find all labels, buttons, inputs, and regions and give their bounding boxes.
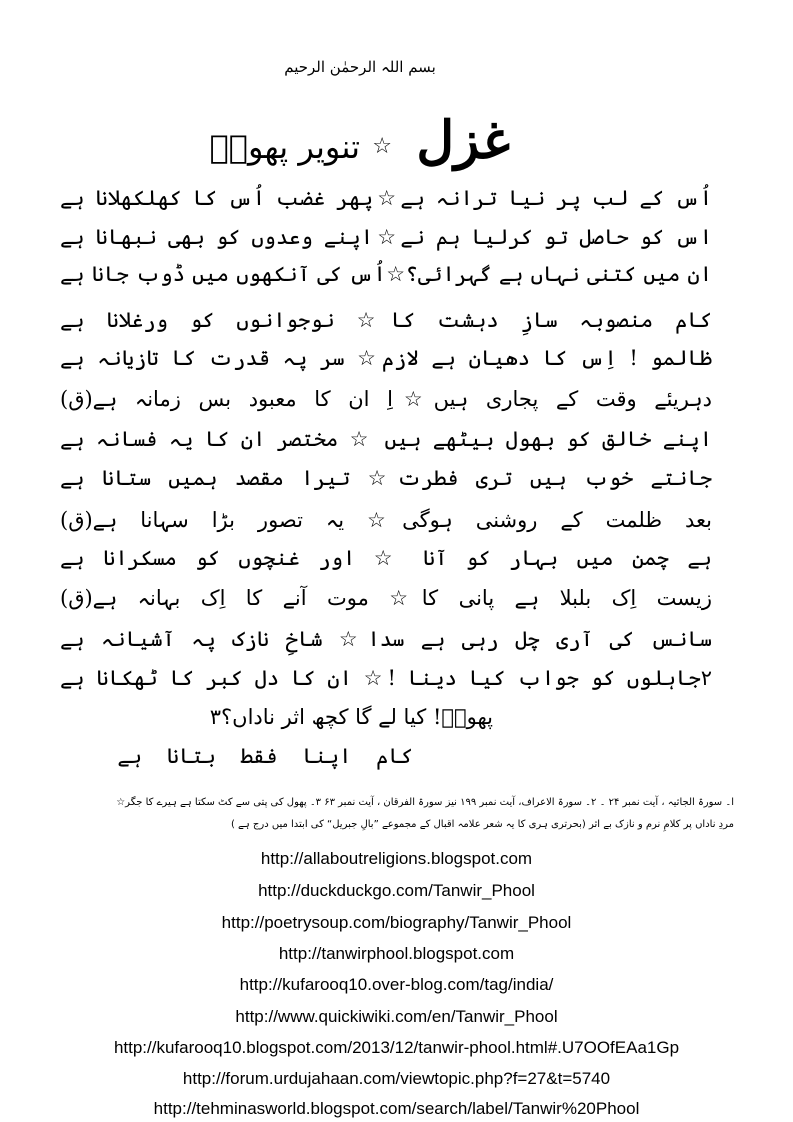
verse-line: کام منصوبہ سازِ دہشت کا☆ نوجوانوں کو ورغلانا ہے [60,308,712,332]
verse-line: دہریئے وقت کے پجاری ہیں☆اِ ان کا معبود بس زمانہ ہے(ق) [60,387,712,411]
verse-line: ۲جاہلوں کو جواب کیا دینا !☆ ان کا دل کبر کا ٹھکانا ہے [60,666,712,690]
verse-line: ان میں کتنی نہاں ہے گہرائی؟☆اُس کی آنکھوں میں ڈوب جانا ہے [60,262,712,286]
verse-line: زیست اِک بلبلا ہے پانی کا☆ موت آنے کا اِک بہانہ ہے(ق) [60,586,712,610]
star-icon: ☆ [372,134,392,159]
link-item[interactable]: http://www.quickiwiki.com/en/Tanwir_Phool [235,1007,558,1026]
link-item[interactable]: http://tanwirphool.blogspot.com [278,944,515,963]
verse-line: اس کو حاصل تو کرلیا ہم نے☆اپنے وعدوں کو بھی نبھانا ہے [60,225,712,249]
link-item[interactable]: http://forum.urdujahaan.com/viewtopic.php?f=27&t=5740 [182,1069,611,1088]
verse-line: بعد ظلمت کے روشنی ہوگی☆ یہ تصور بڑا سہانا ہے(ق) [60,508,712,532]
footnote-line-1: ا۔ سورۃ الجاثیہ ، آیت نمبر ۲۴ ۔ ۲۔ سورۃ الاعراف، آیت نمبر ۱۹۹ نیز سورۃ الفرقان ، آیت نمبر ۶۳ ۳۔ پھول کی پتی سے کٹ سکتا ہے ہیرے کا جگر☆ [116,797,734,808]
closing-line-2: کام اپنا فقط بتانا ہے [117,744,413,768]
author-name: تنویر پھولؔ [209,128,360,166]
verse-line: اپنے خالق کو بھول بیٹھے ہیں ☆ مختصر ان کا یہ فسانہ ہے [60,427,712,451]
closing-line-1: پھولؔ! کیا لے گا کچھ اثر ناداں؟۳ [209,705,493,729]
title-row [150,110,510,180]
page-title: غزل [416,110,510,171]
link-item[interactable]: http://allaboutreligions.blogspot.com [260,849,533,868]
link-item[interactable]: http://poetrysoup.com/biography/Tanwir_Phool [221,913,572,932]
footnote-line-2: مردِ ناداں پر کلامِ نرم و نازک بے اثر (بحرتری ہری کا یہ شعر علامہ اقبال کے مجموعے ”بالِ جبریل“ کی ابتدا میں درج ہے ) [230,819,734,830]
link-item[interactable]: http://duckduckgo.com/Tanwir_Phool [258,881,535,900]
link-item[interactable]: http://kufarooq10.blogspot.com/2013/12/tanwir-phool.html#.U7OOfEAa1Gp [113,1038,680,1057]
verse-line: ظالمو ! اِس کا دھیان ہے لازم☆ سر پہ قدرت کا تازیانہ ہے [60,346,712,370]
link-item[interactable]: http://kufarooq10.over-blog.com/tag/india/ [239,975,554,994]
verse-line: سانس کی آری چل رہی ہے سدا☆ شاخِ نازک پہ آشیانہ ہے [60,627,712,651]
link-item[interactable]: http://tehminasworld.blogspot.com/search/label/Tanwir%20Phool [153,1099,640,1118]
verse-line: ہے چمن میں بہار کو آنا ☆ اور غنچوں کو مسکرانا ہے [60,546,712,570]
verse-line: جانتے خوب ہیں تری فطرت☆ تیرا مقصد ہمیں ستانا ہے [60,466,712,490]
bismillah: بسم اللہ الرحمٰن الرحیم [284,58,436,76]
verse-line: اُس کے لب پر نیا ترانہ ہے☆پھر غضب اُس کا کھلکھلانا ہے [60,186,712,210]
